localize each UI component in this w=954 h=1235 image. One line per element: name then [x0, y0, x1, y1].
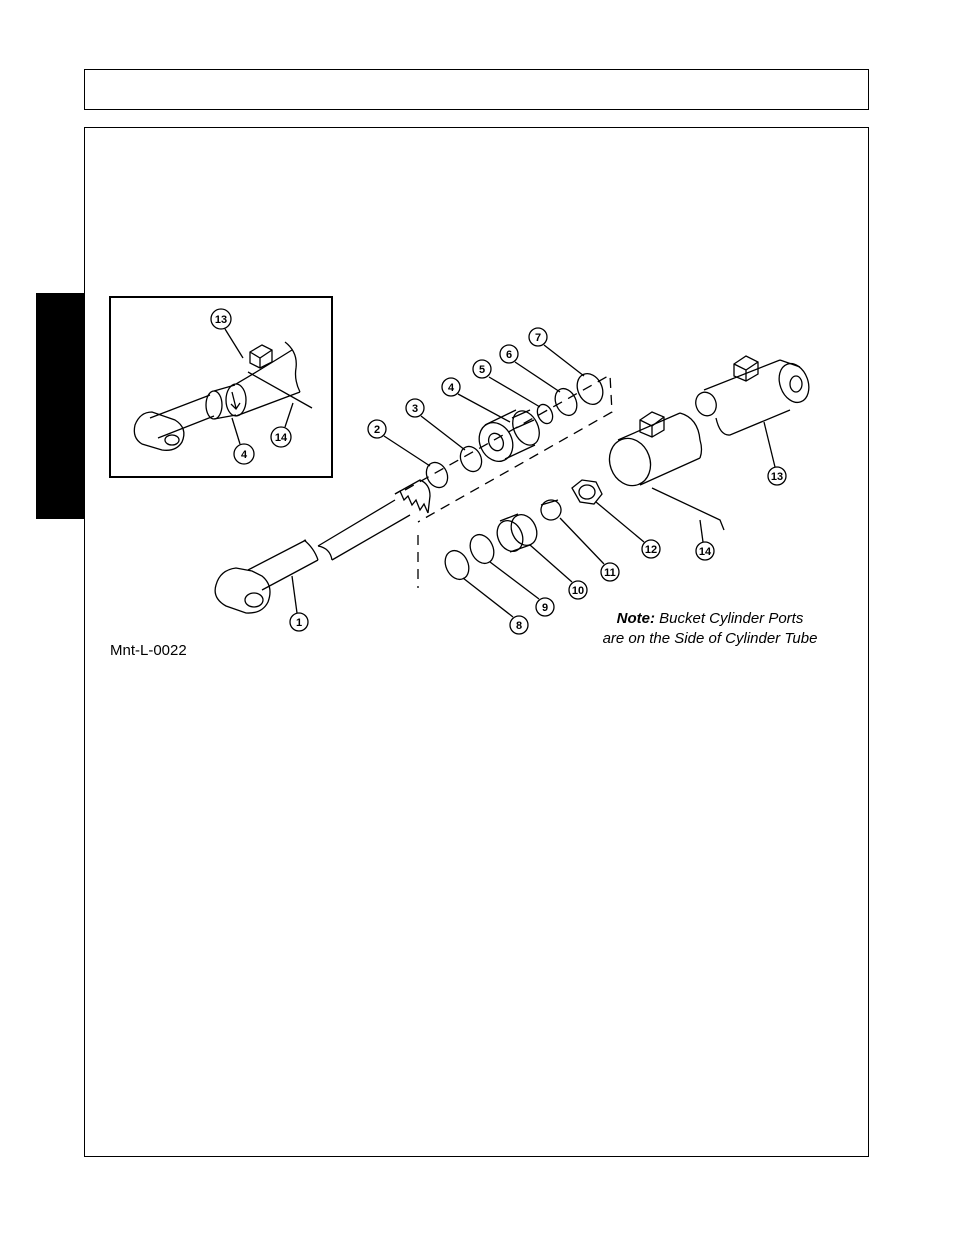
callout-1 — [290, 576, 308, 631]
svg-text:2: 2 — [373, 424, 381, 436]
svg-text:14: 14 — [274, 432, 288, 444]
callout-11 — [560, 518, 619, 581]
callout-14 — [696, 520, 714, 560]
callout-8 — [463, 578, 528, 634]
callout-12 — [596, 502, 660, 558]
svg-text:8: 8 — [515, 620, 523, 632]
part-4-gland — [473, 407, 544, 467]
svg-text:12: 12 — [644, 544, 658, 556]
svg-text:4: 4 — [240, 449, 248, 461]
part-7-ring — [572, 369, 607, 408]
callout-7 — [529, 328, 584, 376]
callout-5 — [473, 360, 540, 407]
part-11-ring — [538, 497, 565, 524]
part-13-barrel — [692, 356, 813, 435]
callout-6 — [500, 345, 560, 392]
part-piston-rod — [318, 480, 430, 560]
callout-2 — [368, 420, 430, 466]
part-14-tube — [603, 412, 724, 530]
part-8-ring — [441, 547, 474, 583]
inset-callout-13 — [211, 309, 243, 358]
svg-text:13: 13 — [770, 471, 784, 483]
svg-text:11: 11 — [604, 567, 616, 579]
part-9-ring — [466, 531, 499, 567]
callout-9 — [490, 562, 554, 616]
svg-text:5: 5 — [478, 364, 486, 376]
note-line-2: are on the Side of Cylinder Tube — [602, 630, 818, 647]
svg-text:10: 10 — [571, 585, 585, 597]
callout-3 — [406, 399, 465, 450]
svg-text:6: 6 — [505, 349, 513, 361]
figure-code: Mnt-L-0022 — [110, 642, 187, 659]
svg-text:4: 4 — [447, 382, 455, 394]
figure-note — [560, 609, 860, 649]
svg-text:9: 9 — [541, 602, 549, 614]
inset-callout-4 — [232, 418, 254, 464]
part-6-ring — [551, 385, 581, 419]
callout-4 — [442, 378, 510, 422]
callout-10 — [530, 545, 587, 599]
note-line-1: Bucket Cylinder Ports — [659, 610, 804, 627]
inset-callout-14 — [271, 403, 293, 447]
svg-text:13: 13 — [214, 314, 228, 326]
note-label: Note: — [616, 610, 655, 627]
svg-text:3: 3 — [411, 403, 419, 415]
svg-text:7: 7 — [534, 332, 542, 344]
part-12-nut — [572, 480, 602, 504]
part-rod-eye — [215, 540, 318, 613]
svg-text:14: 14 — [698, 546, 712, 558]
svg-text:1: 1 — [295, 617, 303, 629]
callout-13 — [764, 422, 786, 485]
